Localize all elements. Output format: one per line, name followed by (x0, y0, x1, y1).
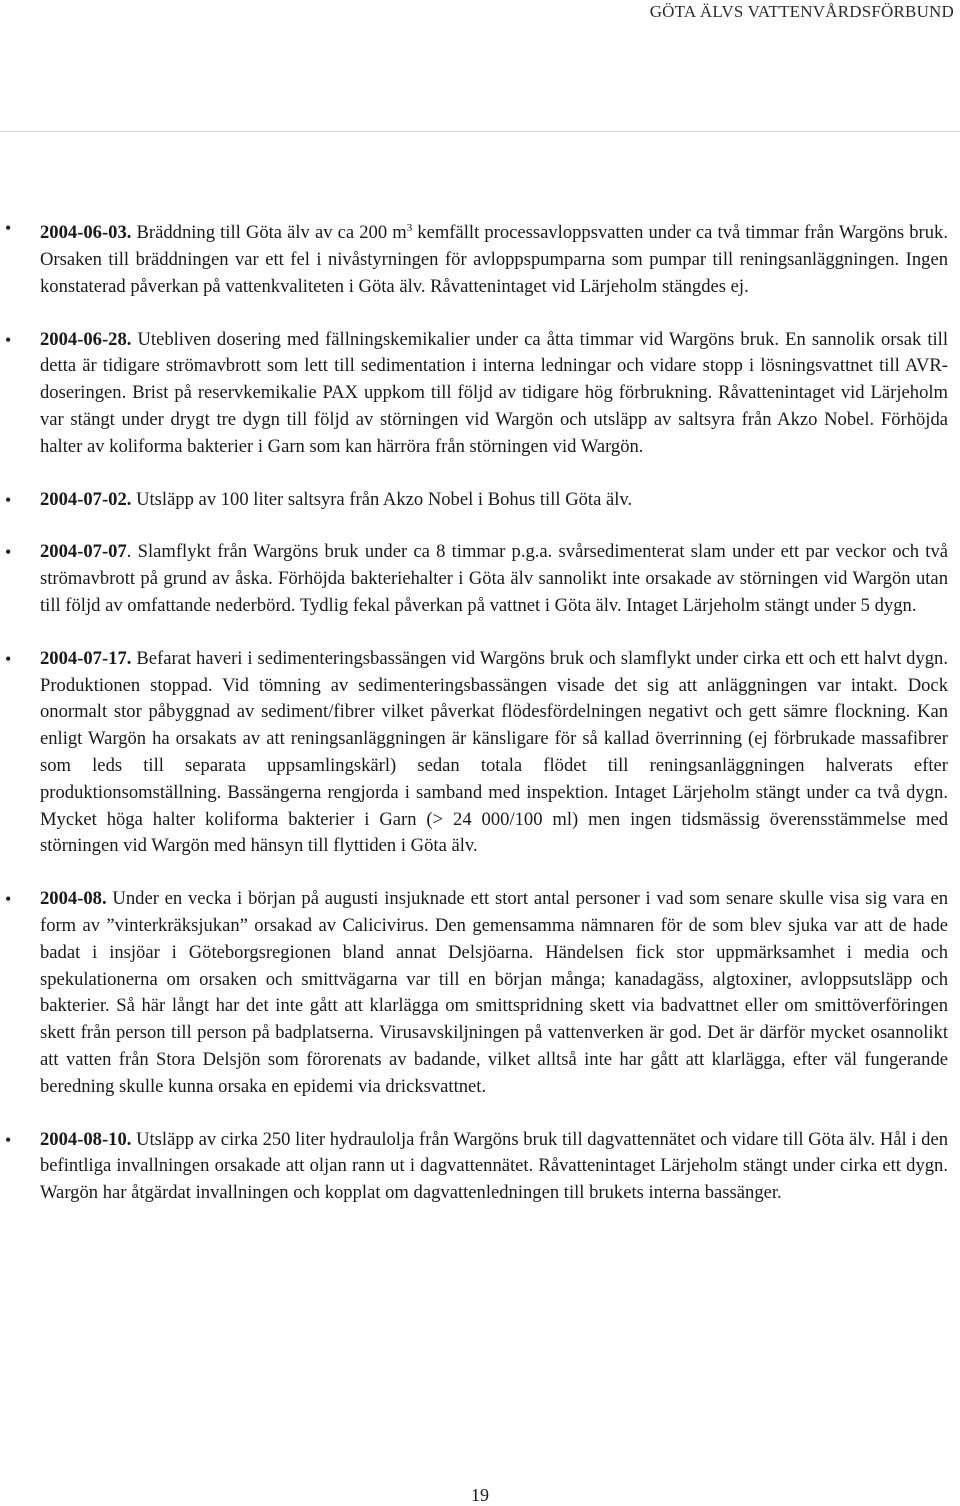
entry-text-continued: kemfällt processavloppsvatten under ca två timmar från Wargöns bruk. Orsaken till bräddningen var ett fel i nivåstyrningen för avloppspumparna som pumpar till reningsanläggningen. Ingen konstaterad påverkan på vattenkvaliteten i Göta älv. Råvattenintaget vid Lärjeholm stängdes ej. (40, 222, 948, 297)
bullet-icon: • (5, 329, 12, 350)
bullet-icon: • (5, 542, 12, 563)
bullet-icon: • (5, 889, 12, 910)
bullet-icon: • (5, 489, 12, 510)
incident-entry-2004-08-10 (0, 1127, 960, 1207)
page-header: GÖTA ÄLVS VATTENVÅRDSFÖRBUND (649, 2, 954, 21)
incident-entry-2004-06-03 (0, 215, 960, 301)
incident-entry-2004-06-28 (0, 327, 960, 461)
entry-text: Under en vecka i början på augusti insjuknade ett stort antal personer i vad som senare skulle visa sig vara en form av ”vinterkräksjukan” orsakad av Calicivirus. Den gemensamma nämnaren för de som blev sjuka var att de hade badat i insjöar i Göteborgsregionen bland annat Delsjöarna. Händelsen fick stor uppmärksamhet i media och spekulationerna om orsaken och smittvägarna var till en början många; kanadagäss, algtoxiner, avloppsutsläpp och bakterier. Så här långt har det inte gått att klarlägga om smittspridning skett via badvattnet eller om smittöverföringen skett från person till person på badplatserna. Virusavskiljningen på vattenverken är god. Det är därför mycket osannolikt att vatten från Stora Delsjön som förorenats av badande, vilket alltså inte har gått att klarlägga, efter väl fungerande beredning skulle kunna orsaka en epidemi via dricksvattnet. (40, 888, 948, 1097)
incident-entry-2004-08 (0, 886, 960, 1100)
entry-date: 2004-07-02. (40, 488, 132, 510)
incident-entry-2004-07-07 (0, 539, 960, 619)
incident-entry-2004-07-02 (0, 487, 960, 514)
entry-date: 2004-08. (40, 888, 107, 910)
unit-superscript: 3 (406, 222, 413, 234)
entry-text: Befarat haveri i sedimenteringsbassängen vid Wargöns bruk och slamflykt under cirka ett och ett halvt dygn. Produktionen stoppad. Vid tömning av sedimenteringsbassängen visade det sig att anläggningen var intakt. Dock onormalt stor påbyggnad av sediment/fibrer vilket påverkat flödesfördelningen negativt och gett sämre flockning. Kan enligt Wargön ha orsakats av att reningsanläggningen är känsligare för så kallad överrinning (ej förbrukade massafibrer som leds till separata uppsamlingskärl) sedan totala flödet till reningsanläggningen halverats efter produktionsomställning. Bassängerna rengjorda i samband med inspektion. Intaget Lärjeholm stängt under ca två dygn. Mycket höga halter koliforma bakterier i Garn (> 24 000/100 ml) men ingen tidsmässig överensstämmelse med störningen vid Wargön med hänsyn till flyttiden i Göta älv. (40, 647, 948, 857)
entry-text: Bräddning till Göta älv av ca 200 m (131, 222, 407, 244)
entry-text: . Slamflykt från Wargöns bruk under ca 8 timmar p.g.a. svårsedimenterat slam under ett par veckor och två strömavbrott på grund av åska. Förhöjda bakteriehalter i Göta älv sannolikt inte orsakade av störningen vid Wargön utan till följd av omfattande nederbörd. Tydlig fekal påverkan på vattnet i Göta älv. Intaget Lärjeholm stängt under 5 dygn. (40, 541, 948, 616)
entry-date: 2004-07-17. (40, 647, 132, 669)
bullet-icon: • (5, 218, 12, 238)
bullet-icon: • (5, 1129, 12, 1150)
entry-text: Utebliven dosering med fällningskemikalier under ca åtta timmar vid Wargöns bruk. En sannolik orsak till detta är tidigare strömavbrott som lett till sedimentation i interna ledningar och vidare stopp i lösningsvattnet till AVR-doseringen. Brist på reservkemikalie PAX uppkom till följd av tidigare hög förbrukning. Råvattenintaget vid Lärjeholm var stängt under drygt tre dygn till följd av störningen vid Wargön och utsläpp av saltsyra från Akzo Nobel. Förhöjda halter av koliforma bakterier i Garn som kan härröra från störningen vid Wargön. (40, 328, 948, 457)
entry-date: 2004-06-03. (40, 222, 132, 244)
page-number: 19 (471, 1485, 489, 1505)
entry-date: 2004-08-10. (40, 1128, 132, 1150)
entry-date: 2004-06-28. (40, 328, 132, 350)
incident-list (0, 215, 960, 1233)
bullet-icon: • (5, 648, 12, 669)
entry-text: Utsläpp av cirka 250 liter hydraulolja från Wargöns bruk till dagvattennätet och vidare till Göta älv. Hål i den befintliga invallningen orsakade att oljan rann ut i dagvattennätet. Råvattenintaget Lärjeholm stängt under cirka ett dygn. Wargön har åtgärdat invallningen och kopplat om dagvattenledningen till brukets interna bassänger. (40, 1128, 948, 1204)
incident-entry-2004-07-17 (0, 646, 960, 860)
entry-text: Utsläpp av 100 liter saltsyra från Akzo Nobel i Bohus till Göta älv. (131, 488, 633, 510)
entry-date: 2004-07-07 (40, 541, 127, 563)
header-divider (0, 131, 960, 132)
